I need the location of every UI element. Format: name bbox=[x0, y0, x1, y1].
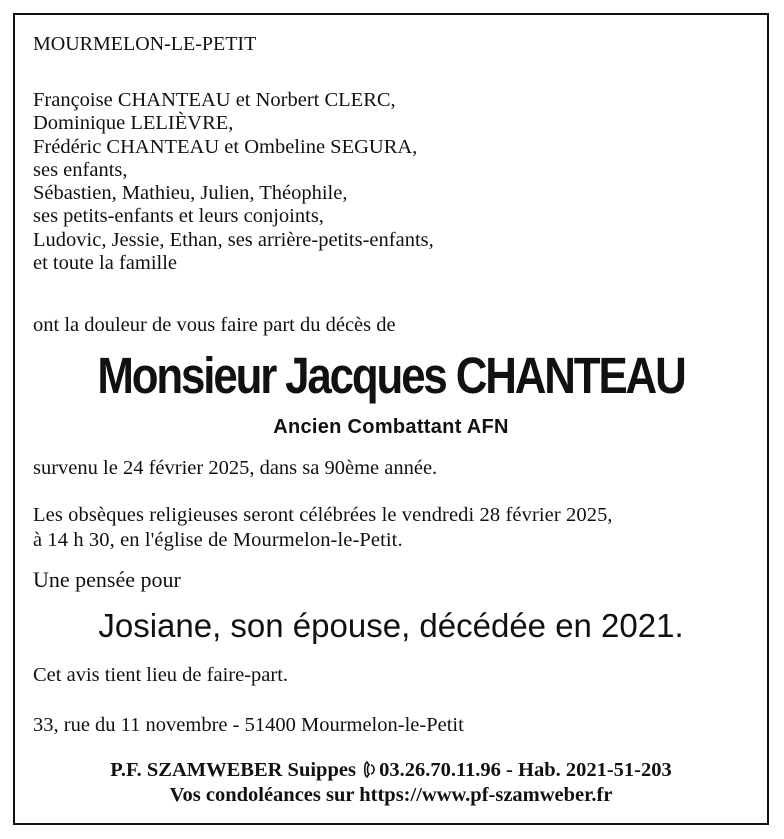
spouse-remembrance: Josiane, son épouse, décédée en 2021. bbox=[98, 607, 684, 644]
town-heading: MOURMELON-LE-PETIT bbox=[33, 33, 257, 55]
notice-text: Cet avis tient lieu de faire-part. bbox=[33, 664, 289, 686]
obituary-notice bbox=[13, 13, 769, 825]
condolences-link[interactable]: Vos condoléances sur https://www.pf-szamweber.fr bbox=[169, 784, 613, 806]
deceased-title: Ancien Combattant AFN bbox=[273, 416, 509, 438]
funeral-details: Les obsèques religieuses seront célébrées le vendredi 28 février 2025, à 14 h 30, en l'église de Mourmelon-le-Petit. bbox=[33, 504, 613, 551]
family-list: Françoise CHANTEAU et Norbert CLERC, Dominique LELIÈVRE, Frédéric CHANTEAU et Ombeline SEGURA, ses enfants, Sébastien, Mathieu, Julien, Théophile, ses petits-enfants et leurs conjoints, Ludovic, Jessie, Ethan, ses arrière-petits-enfants, et toute la famille bbox=[33, 89, 434, 275]
address-text: 33, rue du 11 novembre - 51400 Mourmelon-le-Petit bbox=[33, 714, 464, 736]
funeral-home-line bbox=[15, 759, 767, 782]
intro-text: ont la douleur de vous faire part du décès de bbox=[33, 314, 396, 336]
thought-text: Une pensée pour bbox=[33, 567, 181, 592]
phone-number: 03.26.70.11.96 - Hab. 2021-51-203 bbox=[379, 759, 672, 781]
phone-icon bbox=[363, 761, 378, 778]
funeral-home-name: P.F. SZAMWEBER Suippes bbox=[110, 759, 356, 781]
deceased-name: Monsieur Jacques CHANTEAU bbox=[97, 347, 685, 404]
death-date-text: survenu le 24 février 2025, dans sa 90ème année. bbox=[33, 457, 438, 479]
